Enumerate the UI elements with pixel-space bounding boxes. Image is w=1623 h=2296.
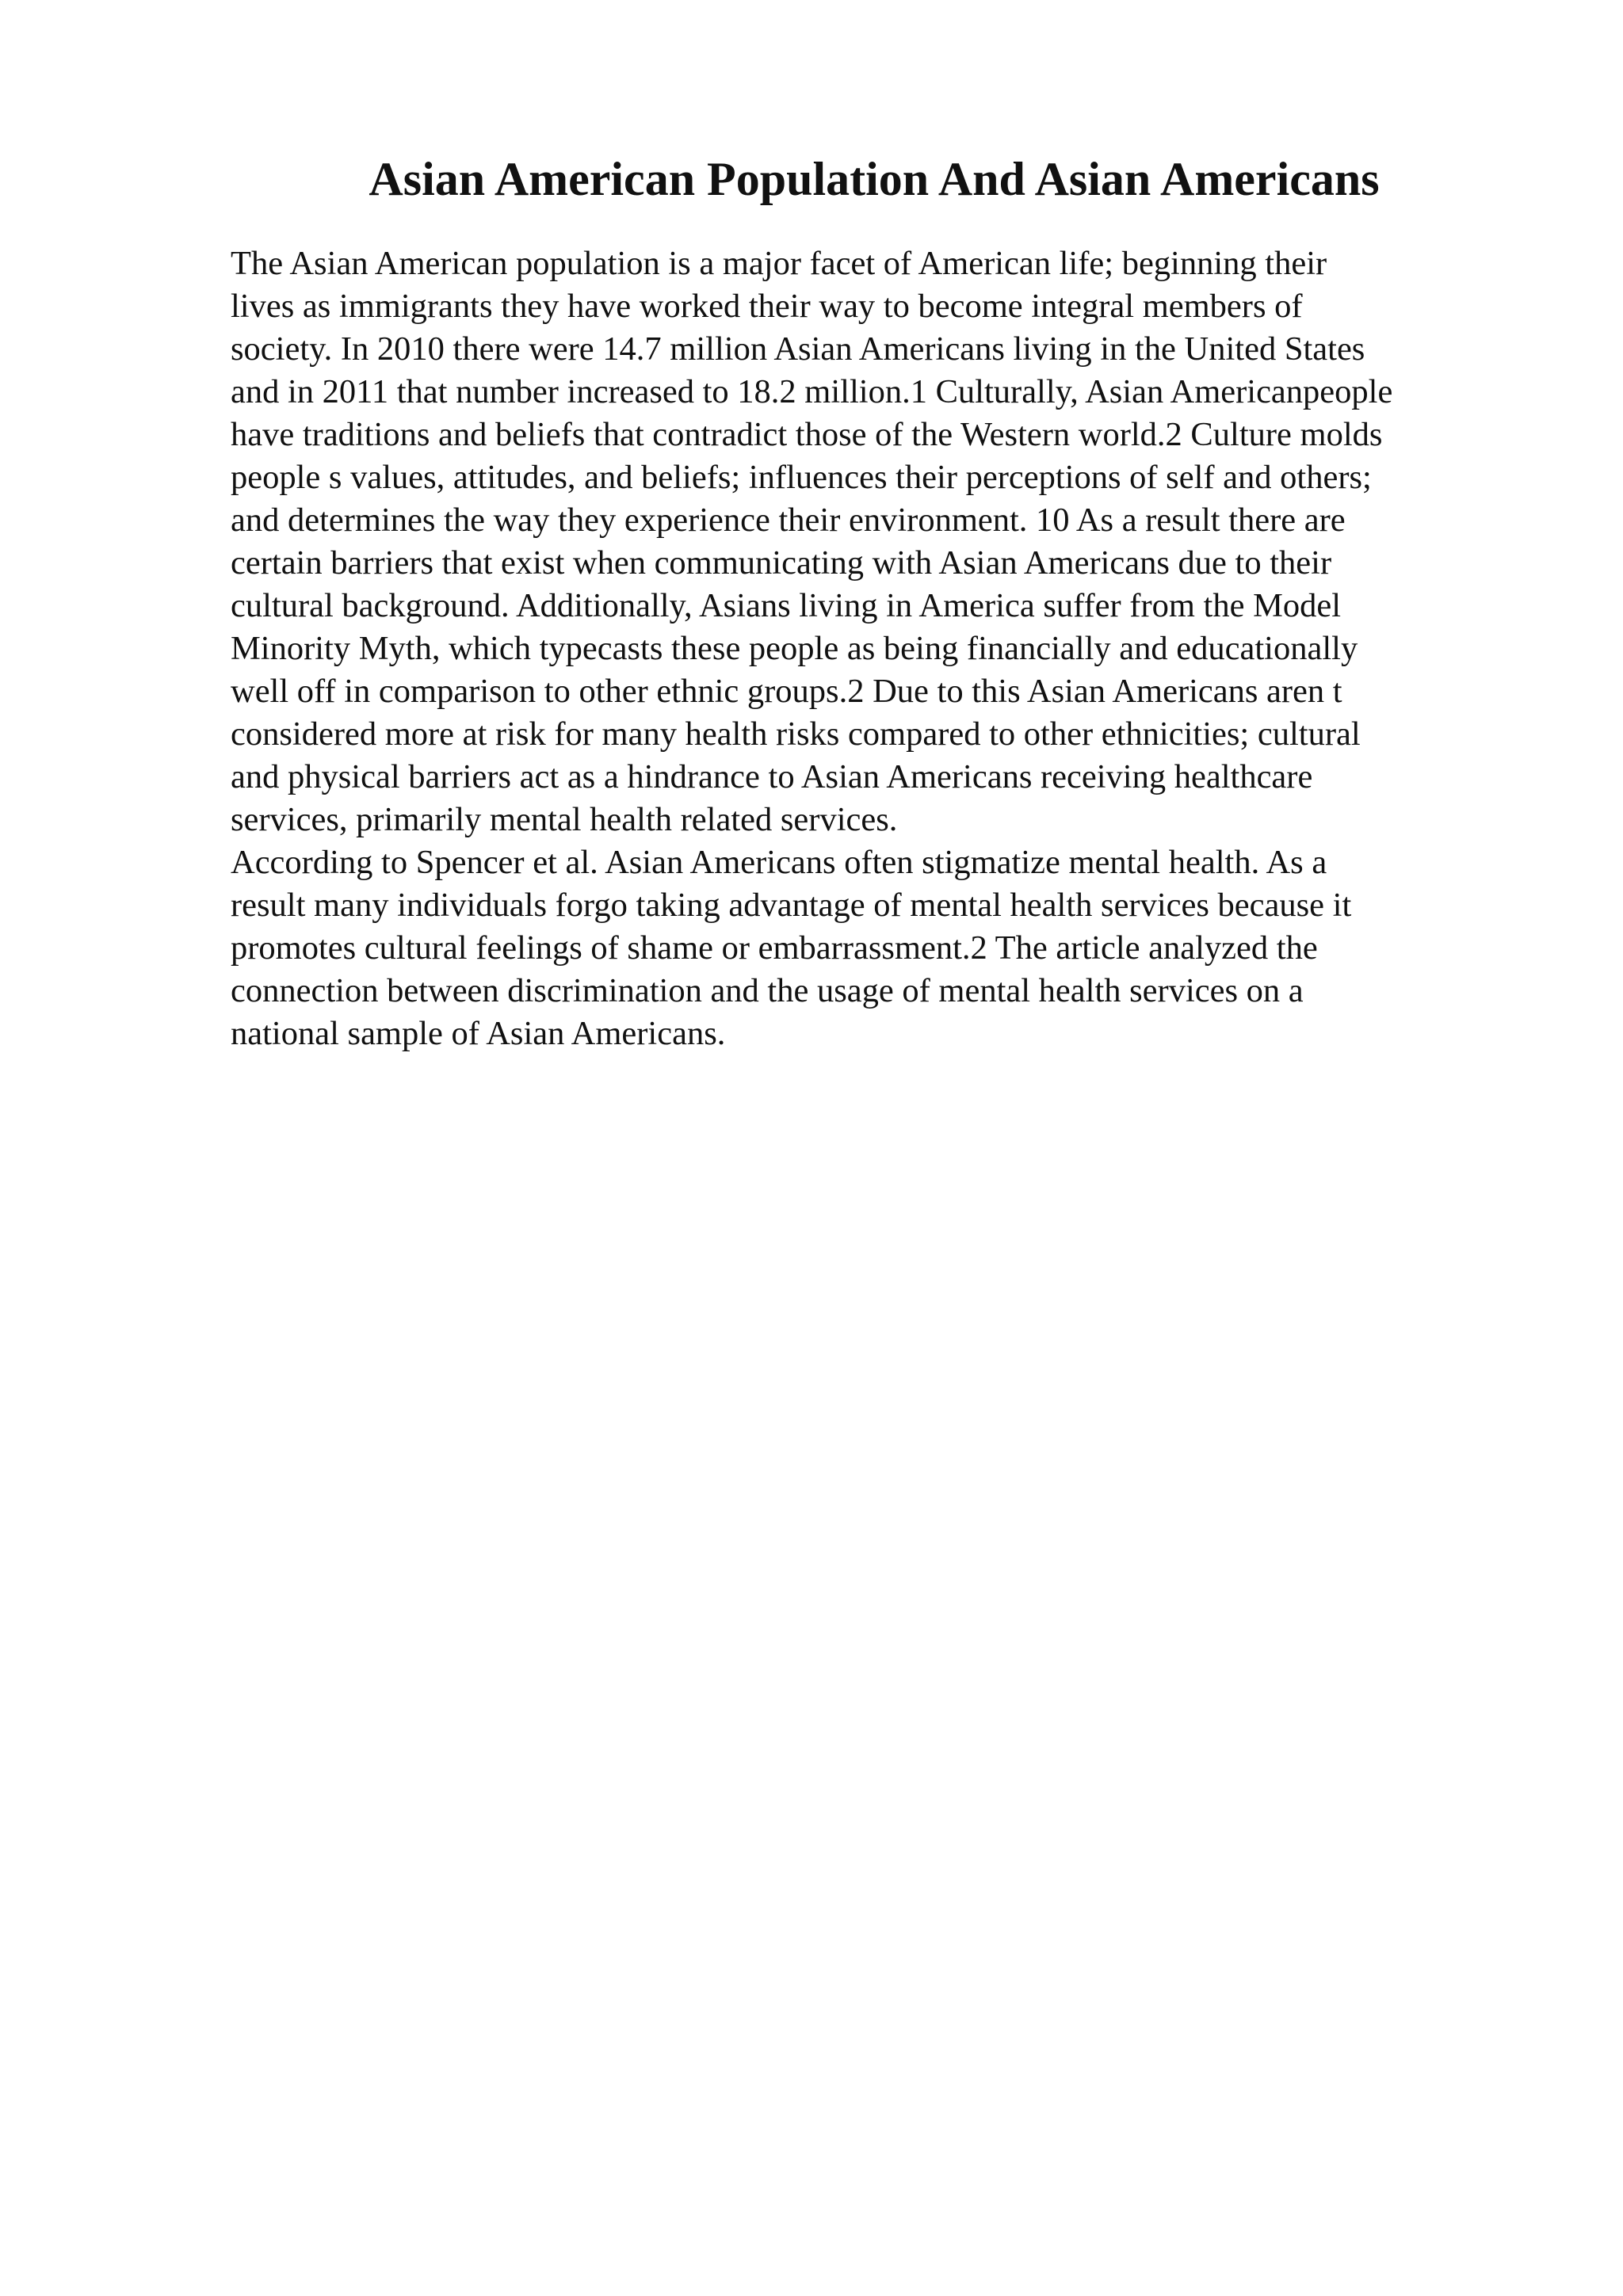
body-line-11: well off in comparison to other ethnic groups.2 Due to this Asian Americans aren t [231,673,1342,710]
body-line-5: have traditions and beliefs that contradict those of the Western world.2 Culture molds [231,416,1383,453]
body-line-16: result many individuals forgo taking advantage of mental health services because it [231,887,1352,924]
body-line-7: and determines the way they experience their environment. 10 As a result there are [231,502,1346,539]
body-line-8: certain barriers that exist when communicating with Asian Americans due to their [231,544,1332,582]
body-line-6: people s values, attitudes, and beliefs; influences their perceptions of self and others; [231,459,1372,496]
body-line-17: promotes cultural feelings of shame or embarrassment.2 The article analyzed the [231,929,1318,967]
body-line-9: cultural background. Additionally, Asians living in America suffer from the Model [231,587,1342,624]
body-line-15: According to Spencer et al. Asian Americans often stigmatize mental health. As a [231,844,1327,881]
body-line-14: services, primarily mental health related services. [231,801,898,838]
body-line-12: considered more at risk for many health risks compared to other ethnicities; cultural [231,715,1361,753]
body-line-13: and physical barriers act as a hindrance to Asian Americans receiving healthcare [231,758,1313,795]
body-line-3: society. In 2010 there were 14.7 million Asian Americans living in the United States [231,330,1365,368]
body-line-2: lives as immigrants they have worked their way to become integral members of [231,288,1303,325]
document-title: Asian American Population And Asian Americans [369,153,1380,205]
body-line-10: Minority Myth, which typecasts these people as being financially and educationally [231,630,1358,667]
body-line-18: connection between discrimination and the usage of mental health services on a [231,972,1304,1009]
body-line-4: and in 2011 that number increased to 18.2 million.1 Culturally, Asian Americanpeople [231,373,1393,410]
document-body [231,242,1514,1055]
body-line-19: national sample of Asian Americans. [231,1015,726,1052]
body-line-1: The Asian American population is a major facet of American life; beginning their [231,245,1327,282]
